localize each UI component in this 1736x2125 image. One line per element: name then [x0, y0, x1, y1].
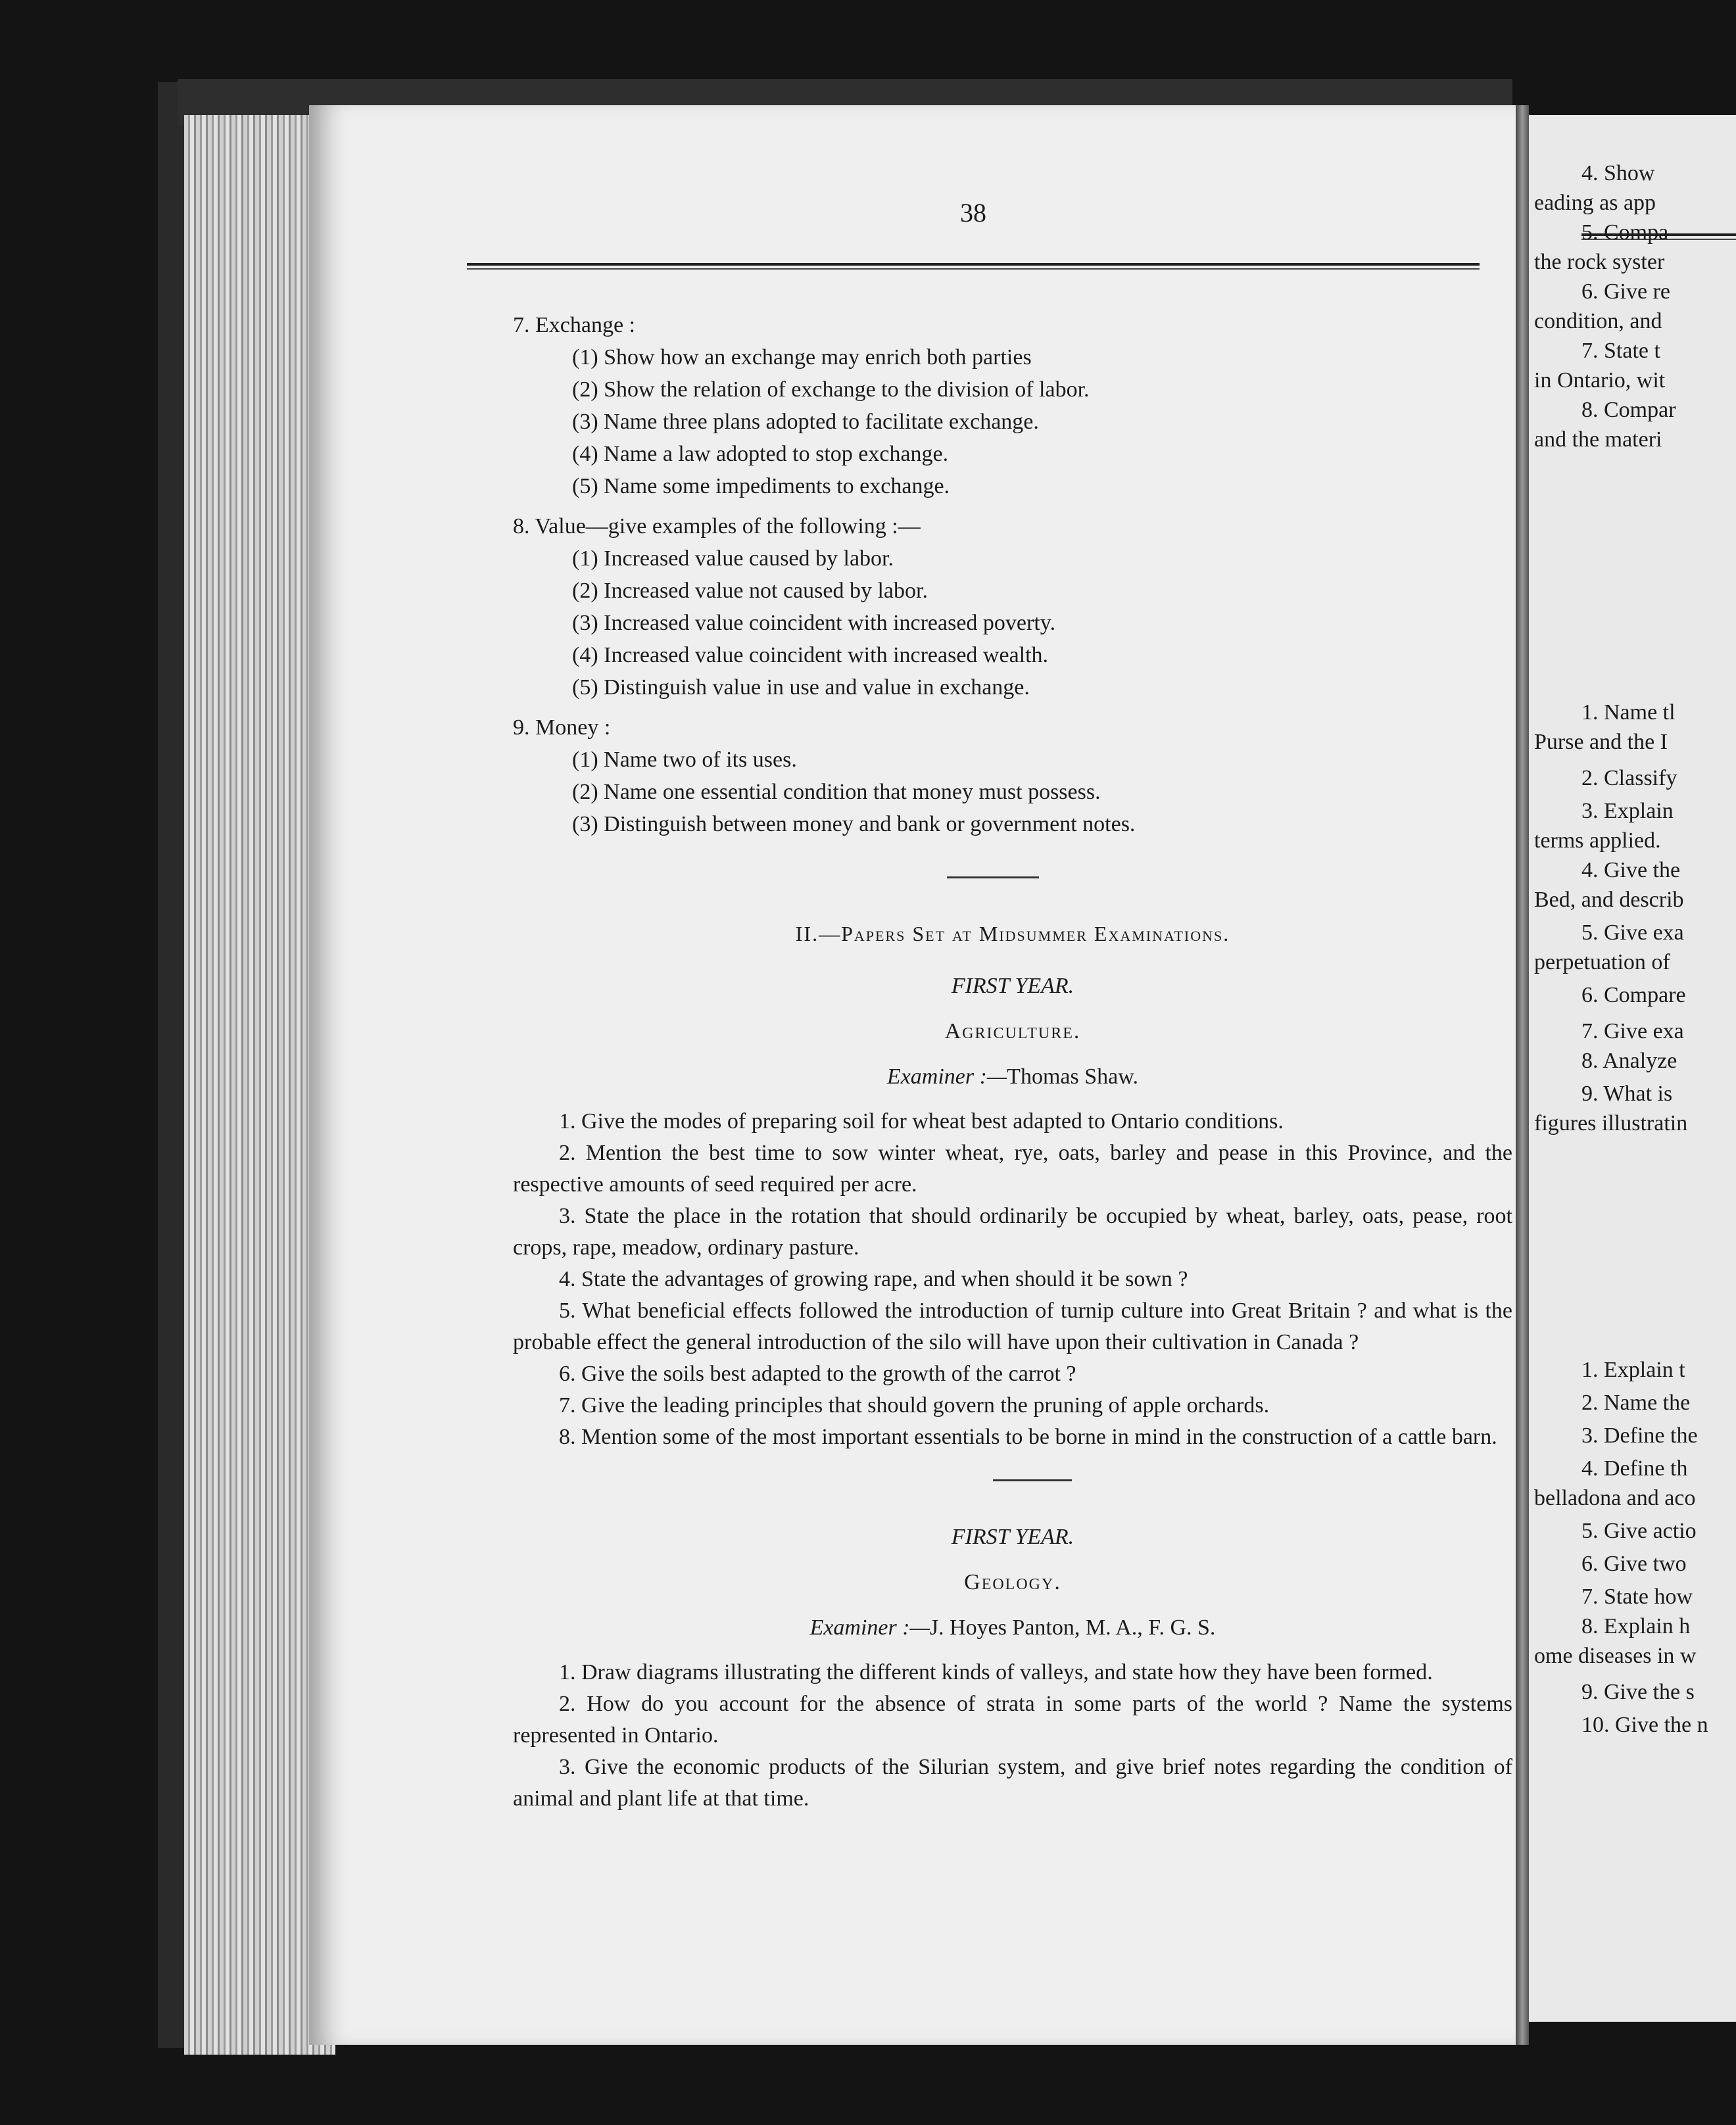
right-page-line: 4. Show: [1581, 161, 1655, 185]
exchange-heading: 7. Exchange :: [513, 313, 635, 337]
right-page-line: ome diseases in w: [1534, 1644, 1697, 1668]
book-gutter: [1516, 105, 1529, 2045]
geology-subject: Geology.: [964, 1570, 1061, 1594]
value-item: (4) Increased value coincident with increased wealth.: [572, 643, 1049, 667]
agriculture-subject: Agriculture.: [944, 1019, 1081, 1043]
right-page-line: 2. Name the: [1581, 1391, 1691, 1415]
right-page-line: eading as app: [1534, 191, 1656, 215]
agriculture-question: 3. State the place in the rotation that should ordinarily be occupied by wheat, barley, oats, pease, root crops, rape, meadow, ordinary pasture.: [513, 1204, 1512, 1260]
exchange-item: (2) Show the relation of exchange to the division of labor.: [572, 377, 1090, 402]
right-page-line: 9. Give the s: [1581, 1680, 1695, 1704]
page-number: 38: [960, 198, 986, 227]
money-item: (2) Name one essential condition that money must possess.: [572, 780, 1101, 804]
right-page-line: 5. Give actio: [1581, 1519, 1697, 1543]
exchange-item: (5) Name some impediments to exchange.: [572, 474, 950, 498]
section-divider: [947, 876, 1039, 878]
right-page-line: 1. Name tl: [1581, 700, 1676, 725]
examiner-name: J. Hoyes Panton, M. A., F. G. S.: [929, 1615, 1216, 1640]
right-page-line: 4. Define th: [1581, 1456, 1688, 1481]
right-page-line: 6. Give two: [1581, 1552, 1687, 1576]
agriculture-question: 6. Give the soils best adapted to the growth of the carrot ?: [559, 1362, 1076, 1386]
right-page-line: Bed, and describ: [1534, 888, 1684, 912]
examiner-name: Thomas Shaw.: [1007, 1064, 1139, 1089]
right-page-line: 6. Compare: [1581, 983, 1686, 1007]
money-item: (1) Name two of its uses.: [572, 748, 797, 772]
right-page-line: 3. Define the: [1581, 1423, 1698, 1448]
exchange-item: (1) Show how an exchange may enrich both parties: [572, 345, 1032, 370]
agriculture-question: 1. Give the modes of preparing soil for wheat best adapted to Ontario conditions.: [559, 1109, 1284, 1134]
right-page-line: condition, and: [1534, 309, 1662, 333]
right-page-line: 5. Compa: [1581, 220, 1669, 245]
agriculture-question: 5. What beneficial effects followed the introduction of turnip culture into Great Britain ? and what is the probable effect the general introduction of the silo will have upon their cultivation in Canada ?: [513, 1299, 1512, 1354]
exchange-item: (4) Name a law adopted to stop exchange.: [572, 442, 949, 466]
money-item: (3) Distinguish between money and bank or government notes.: [572, 812, 1136, 836]
value-item: (2) Increased value not caused by labor.: [572, 579, 928, 603]
right-page-line: 8. Compar: [1581, 398, 1676, 422]
agriculture-question: 7. Give the leading principles that should govern the pruning of apple orchards.: [559, 1393, 1270, 1418]
geology-question: 2. How do you account for the absence of strata in some parts of the world ? Name the systems represented in Ontario.: [513, 1692, 1512, 1748]
right-page-line: 8. Explain h: [1581, 1614, 1691, 1638]
section-divider: [993, 1479, 1072, 1481]
value-item: (5) Distinguish value in use and value in exchange.: [572, 675, 1030, 700]
right-page-line: 3. Explain: [1581, 799, 1674, 823]
examiner-label: Examiner :—: [886, 1064, 1007, 1089]
exchange-item: (3) Name three plans adopted to facilitate exchange.: [572, 410, 1039, 434]
value-item: (3) Increased value coincident with increased poverty.: [572, 611, 1056, 635]
right-page-line: the rock syster: [1534, 250, 1665, 274]
value-item: (1) Increased value caused by labor.: [572, 546, 894, 571]
right-page-line: 7. State t: [1581, 339, 1660, 363]
geology-question: 3. Give the economic products of the Silurian system, and give brief notes regarding the condition of animal and plant life at that time.: [513, 1755, 1512, 1811]
header-rule: [467, 263, 1480, 270]
right-page-line: 7. State how: [1581, 1585, 1693, 1609]
money-heading: 9. Money :: [513, 715, 611, 740]
right-page-line: 1. Explain t: [1581, 1358, 1685, 1382]
agriculture-examiner: [513, 1061, 1512, 1093]
geology-examiner: [513, 1612, 1512, 1644]
right-page-line: 10. Give the n: [1581, 1713, 1708, 1737]
right-page-line: and the materi: [1534, 427, 1662, 452]
right-page-line: in Ontario, wit: [1534, 368, 1666, 393]
page-content: [513, 309, 1512, 1815]
right-page-line: 9. What is: [1581, 1082, 1673, 1106]
right-page-line: terms applied.: [1534, 828, 1661, 853]
agriculture-year: FIRST YEAR.: [951, 974, 1074, 998]
right-page-line: figures illustratin: [1534, 1111, 1688, 1135]
right-page-line: 5. Give exa: [1581, 920, 1684, 945]
geology-question: 1. Draw diagrams illustrating the different kinds of valleys, and state how they have been formed.: [559, 1660, 1433, 1684]
right-page-line: 4. Give the: [1581, 858, 1681, 882]
section-title: II.—Papers Set at Midsummer Examinations.: [795, 922, 1230, 945]
right-page-line: Purse and the I: [1534, 730, 1668, 754]
right-page-line: 7. Give exa: [1581, 1019, 1684, 1043]
right-page-line: 2. Classify: [1581, 766, 1677, 790]
value-heading: 8. Value—give examples of the following :—: [513, 514, 921, 538]
right-page-line: perpetuation of: [1534, 950, 1670, 974]
agriculture-question: 8. Mention some of the most important essentials to be borne in mind in the construction of a cattle barn.: [559, 1425, 1497, 1449]
examiner-label: Examiner :—: [809, 1615, 930, 1640]
geology-year: FIRST YEAR.: [951, 1525, 1074, 1549]
right-page-line: 6. Give re: [1581, 279, 1671, 304]
right-page-line: 8. Analyze: [1581, 1049, 1677, 1073]
agriculture-question: 2. Mention the best time to sow winter wheat, rye, oats, barley and pease in this Province, and the respective amounts of seed required per acre.: [513, 1141, 1512, 1197]
right-page: [1529, 115, 1736, 2022]
right-page-line: belladona and aco: [1534, 1486, 1696, 1510]
agriculture-question: 4. State the advantages of growing rape, and when should it be sown ?: [559, 1267, 1188, 1291]
